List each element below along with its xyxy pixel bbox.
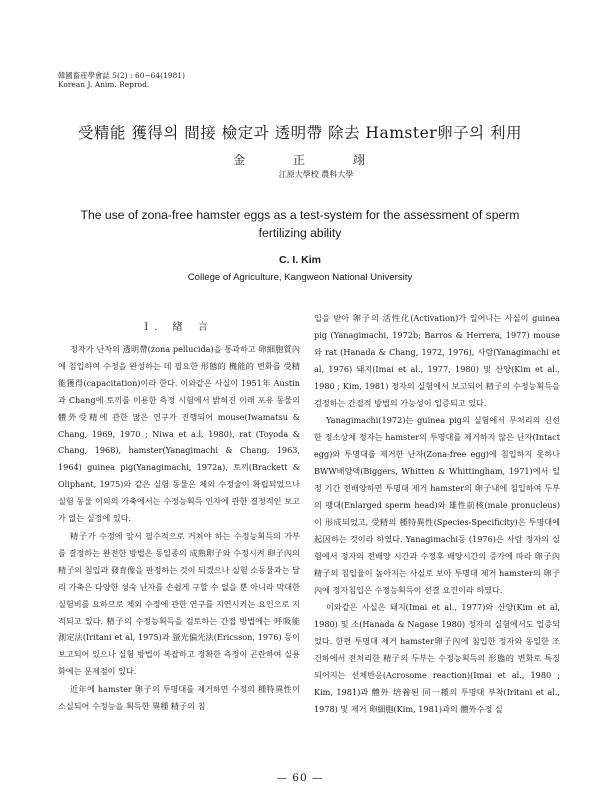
affiliation-english: College of Agriculture, Kangweon National University [187,272,413,283]
author-name-korean: 金 正 翊 [233,153,387,167]
body-paragraph: 近年에 hamster 卵子의 투명대를 제거하면 수정의 種特異性이 소실되어 수정능을 획득한 異種 精子의 침 [58,684,300,712]
author-name-english: C. I. Kim [278,254,321,266]
paper-title-english: The use of zona-free hamster eggs as a test-system for the assessment of sperm fertilizing ability [80,208,520,240]
journal-citation-en: Korean J. Anim. Reprod. [58,80,150,89]
affiliation-korean: 江原大學校 農科大學 [278,170,354,179]
paper-title-korean: 受精能 獲得의 間接 檢定과 透明帶 除去 Hamster卵子의 利用 [77,124,523,142]
body-column-left [58,319,300,715]
journal-citation-ko: 韓國畜産學會誌 5(2) : 60~64(1981) [58,71,186,80]
body-paragraph: 입을 받아 卵子의 活性化(Activation)가 일어나는 사실이 guinea pig (Yanagimachi, 1972b; Barros & Herrera, 1977) mouse와 rat (Hanada & Chang, 1972, 1976), 사람(Yanagimachi et al, 1976) 돼지(Imai et al., 1977, 1980) 및 산양(Kim et al., 1980 ; Kim, 1981) 정자의 실험에서 보고되어 精子의 수정능획득을 검정하는 간접적 방법의 가능성이 입증되고 있다. [314,313,560,408]
section-heading-introduction: Ⅰ. 緖 言 [144,322,214,333]
page-number: — 60 — [276,772,324,784]
body-paragraph: 정자가 난자의 透明帶(zona pellucida)을 통과하고 卵細胞質內에 침입하여 수정을 완성하는 데 필요한 形態的 機能的 변화를 受精能獲得(capacitation)이라 한다. 이와같은 사실이 1951年 Austin과 Chang에 토끼를 이용한 측정 시험에서 밝혀진 이래 포유 동물의 體外受精에 관한 많은 연구가 진행되어 mouse(Iwamatsu & Chang, 1969, 1970 ; Niwa et a.l, 1980), rat (Toyoda & Chang, 1968), hamster(Yanagimachi & Chang, 1963, 1964) guinea pig(Yanagimachi, 1972a), 토끼(Brackett & Oliphant, 1975)와 같은 실험 동물은 체외 수정술이 확립되었으나 실험 동물 이외의 가축에서는 수정능획득 인자에 관한 결정적인 보고가 없는 실정에 있다. [58,344,300,524]
body-paragraph: Yanagimachi(1972)는 guinea pig의 실험에서 무처리의 신선한 정소상체 정자는 hamster의 투명대를 제거하지 않은 난자(Intact egg)와 투명대를 제거한 난자(Zona-free egg)에 침입하지 못하나 BWW배양액(Biggers, Whitten & Whittingham, 1971)에서 일정 기간 전배양하면 투명대 제거 hamster의 卵子내에 침입하여 두부의 팽대(Enlarged sperm head)와 雄性前核(male pronucleus)이 形成되었고, 受精의 種特異性(Species-Specificity)은 투명대에 起因하는 것이라 하였다. Yanagimachi등 (1976)은 사람 정자의 실험에서 정자의 전배양 시간과 수정후 배양시간의 증가에 따라 卵子內 精子의 침입율이 높아지는 사실로 보아 투명대 제거 hamster의 卵子內에 정자침입은 수정능획득이 선결 요건이라 하였다. [314,415,560,595]
body-paragraph: 精子가 수정에 앞서 필수적으로 거쳐야 하는 수정능획득의 가부를 결정하는 완전한 방법은 동일종의 成熟卵子와 수정시켜 卵子內의 精子의 침입과 發育像을 판정하는 것이 되겠으나 실험 소동물과는 달리 가축은 다양한 성숙 난자를 손쉽게 구할 수 없을 뿐 아니라 막대한 실험비를 요하므로 체외 수정에 관한 연구를 지연시키는 요인으로 지적되고 있다. 精子의 수정능획득을 검토하는 간접 방법에는 呼吸能測定法(Iritani et al, 1975)과 螢光偏光法(Ericsson, 1976) 등이 보고되어 있으나 실험 방법이 복잡하고 정확한 측정이 곤란하여 실용화에는 문제점이 있다. [58,530,300,677]
body-paragraph: 이와같은 사실은 돼지(Imai et al., 1977)와 산양(Kim et al, 1980) 및 소(Hanada & Nagase 1980) 정자의 실험에서도 입증되었다. 한편 투명대 제거 hamster卵子內에 침입한 정자와 동일한 조건하에서 전처리한 精子의 두부는 수정능획득의 形態的 변화로 특징되어지는 선체반응(Acrosome reaction)(Imai et al., 1980 ; Kim, 1981)과 體外 培養된 同一種의 투명대 부착(Iritani et al., 1978) 및 제거 卵細胞(Kim, 1981)과의 體外수정 실 [314,602,560,714]
journal-citation [58,71,185,89]
body-column-right [314,310,560,718]
